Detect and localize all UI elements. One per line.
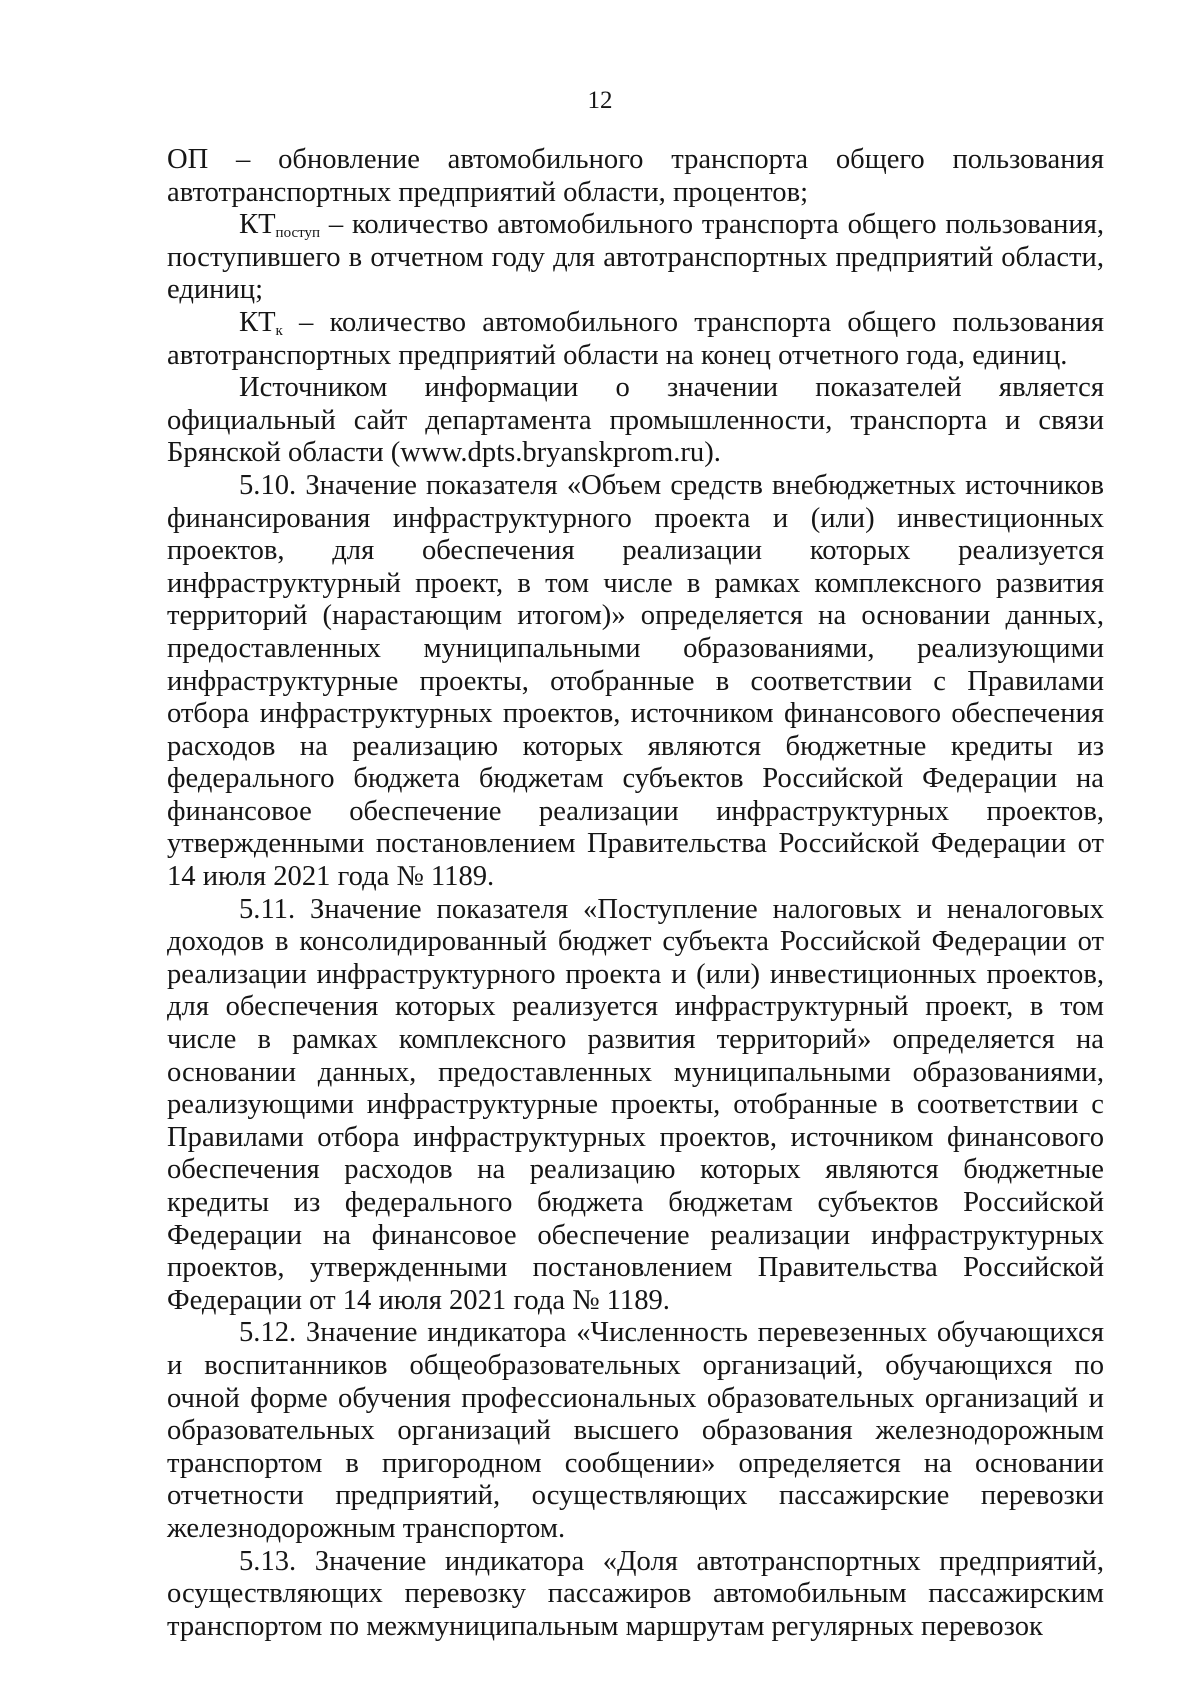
definition-text: – количество автомобильного транспорта общего пользования, поступившего в отчетном году для автотранспортных предприятий области, единиц; xyxy=(167,209,1104,306)
document-body xyxy=(167,144,1104,1643)
paragraph-5-12: 5.12. Значение индикатора «Численность перевезенных обучающихся и воспитанников общеобразовательных организаций, обучающихся по очной форме обучения профессиональных образовательных организаций и образовательных организаций высшего образования железнодорожным транспортом в пригородном сообщении» определяется на основании отчетности предприятий, осуществляющих пассажирские перевозки железнодорожным транспортом. xyxy=(167,1317,1104,1544)
page-number: 12 xyxy=(587,87,613,114)
definition-subscript: к xyxy=(275,322,283,339)
definition-symbol: КТ xyxy=(239,209,276,241)
definition-kt-postup xyxy=(167,209,1104,307)
paragraph-5-10: 5.10. Значение показателя «Объем средств внебюджетных источников финансирования инфраструктурного проекта и (или) инвестиционных проектов, для обеспечения реализации которых реализуется инфраструктурный проект, в том числе в рамках комплексного развития территорий (нарастающим итогом)» определяется на основании данных, предоставленных муниципальными образованиями, реализующими инфраструктурные проекты, отобранные в соответствии с Правилами отбора инфраструктурных проектов, источником финансового обеспечения расходов на реализацию которых являются бюджетные кредиты из федерального бюджета бюджетам субъектов Российской Федерации на финансовое обеспечение реализации инфраструктурных проектов, утвержденными постановлением Правительства Российской Федерации от 14 июля 2021 года № 1189. xyxy=(167,469,1104,893)
paragraph-5-13: 5.13. Значение индикатора «Доля автотранспортных предприятий, осуществляющих перевозку пассажиров автомобильным пассажирским транспортом по межмуниципальным маршрутам регулярных перевозок xyxy=(167,1545,1104,1642)
definition-kt-k xyxy=(167,307,1104,372)
definition-symbol: ОП xyxy=(167,144,209,175)
definition-symbol: КТ xyxy=(239,306,276,338)
definition-op xyxy=(167,144,1104,209)
paragraph-5-11: 5.11. Значение показателя «Поступление налоговых и неналоговых доходов в консолидированный бюджет субъекта Российской Федерации от реализации инфраструктурного проекта и (или) инвестиционных проектов, для обеспечения которых реализуется инфраструктурный проект, в том числе в рамках комплексного развития территорий» определяется на основании данных, предоставленных муниципальными образованиями, реализующими инфраструктурные проекты, отобранные в соответствии с Правилами отбора инфраструктурных проектов, источником финансового обеспечения расходов на реализацию которых являются бюджетные кредиты из федерального бюджета бюджетам субъектов Российской Федерации на финансовое обеспечение реализации инфраструктурных проектов, утвержденными постановлением Правительства Российской Федерации от 14 июля 2021 года № 1189. xyxy=(167,893,1104,1316)
definition-subscript: поступ xyxy=(275,225,320,242)
paragraph-source-info: Источником информации о значении показателей является официальный сайт департамента промышленности, транспорта и связи Брянской области (www.dpts.bryanskprom.ru). xyxy=(167,372,1104,469)
definition-text: – обновление автомобильного транспорта общего пользования автотранспортных предприятий области, процентов; xyxy=(167,144,1104,208)
definition-text: – количество автомобильного транспорта общего пользования автотранспортных предприятий области на конец отчетного года, единиц. xyxy=(167,306,1104,371)
